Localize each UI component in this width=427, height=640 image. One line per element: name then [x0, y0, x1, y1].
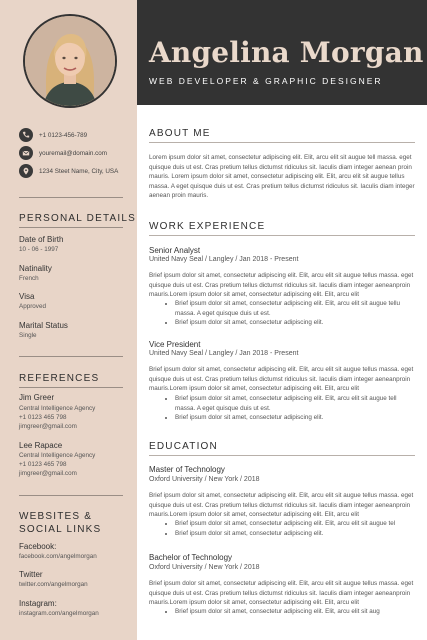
- job-bullets: [149, 394, 415, 423]
- avatar: [23, 14, 117, 108]
- visa-value: Approved: [19, 303, 46, 310]
- job-subtitle: United Navy Seal / Langley / Jan 2018 - Present: [149, 256, 299, 263]
- header: [137, 0, 427, 105]
- reference-phone: +1 0123 465 798: [19, 414, 67, 421]
- websites-social-links-heading: WEBSITES & SOCIAL LINKS: [19, 511, 102, 535]
- reference-phone: +1 0123 465 798: [19, 461, 67, 468]
- instagram-label: Instagram:: [19, 599, 57, 608]
- personal-details-heading: PERSONAL DETAILS: [19, 213, 137, 224]
- reference-org: Central Intelligence Agency: [19, 452, 96, 459]
- work-experience-heading: WORK EXPERIENCE: [149, 221, 266, 232]
- nationality-label: Natinality: [19, 264, 52, 273]
- marital-status-label: Marital Status: [19, 321, 68, 330]
- job-bullets: [149, 299, 415, 328]
- contact-email-text: youremail@domain.com: [39, 149, 107, 157]
- contact-email: [19, 146, 107, 160]
- job-description: Brief ipsum dolor sit amet, consectetur adipiscing elit. Elit, arcu elit sit augue tellus massa. eget quisque duis ut est. Cras pretium tellus dictumst ridiculus sit. Iaculis diam integer aeneanproin mauris.Lorem ipsum dolor sit amet, consectetur adipiscing elit. Elit, arcu elit: [149, 366, 414, 392]
- reference-name: Jim Greer: [19, 393, 55, 402]
- contact-address: [19, 164, 118, 178]
- degree-bullets: [149, 607, 415, 617]
- list-item: • Brief ipsum dolor sit amet, consectetur adipiscing elit.: [175, 318, 415, 328]
- dob-value: 10 - 06 - 1997: [19, 246, 59, 253]
- divider: [19, 197, 123, 198]
- twitter-label: Twitter: [19, 570, 43, 579]
- divider: [149, 455, 415, 456]
- about-me-heading: ABOUT ME: [149, 128, 211, 139]
- twitter-link[interactable]: twitter.com/angelmorgan: [19, 581, 88, 588]
- reference-org: Central Intelligence Agency: [19, 405, 96, 412]
- reference-name: Lee Rapace: [19, 441, 63, 450]
- list-item: • Brief ipsum dolor sit amet, consectetur adipiscing elit. Elit, arcu elit sit aug: [175, 607, 415, 617]
- contact-phone-text: +1 0123-456-789: [39, 131, 88, 139]
- divider: [19, 227, 123, 228]
- degree-subtitle: Oxford University / New York / 2018: [149, 564, 260, 571]
- education-heading: EDUCATION: [149, 441, 218, 452]
- list-item: • Brief ipsum dolor sit amet, consectetur adipiscing elit.: [175, 413, 415, 423]
- list-item: • Brief ipsum dolor sit amet, consectetur adipiscing elit. Elit, arcu elit sit augue tel: [175, 519, 415, 529]
- divider: [149, 235, 415, 236]
- reference-email: jimgreer@gmail.com: [19, 423, 77, 430]
- location-pin-icon: [19, 164, 33, 178]
- degree-subtitle: Oxford University / New York / 2018: [149, 476, 260, 483]
- job-title: Vice President: [149, 340, 201, 349]
- envelope-icon: [19, 146, 33, 160]
- facebook-link[interactable]: facebook.com/angelmorgan: [19, 553, 97, 560]
- degree-title: Bachelor of Technology: [149, 553, 233, 562]
- phone-icon: [19, 128, 33, 142]
- sidebar: [0, 0, 137, 640]
- degree-description: Brief ipsum dolor sit amet, consectetur adipiscing elit. Elit, arcu elit sit augue tellus massa. eget quisque duis ut est. Cras pretium tellus dictumst ridiculus sit. Iaculis diam integer aeneanproin mauris.Lorem ipsum dolor sit amet, consectetur adipiscing elit. Elit, arcu elit: [149, 580, 414, 606]
- nationality-value: French: [19, 275, 39, 282]
- divider: [149, 142, 415, 143]
- visa-label: Visa: [19, 292, 35, 301]
- instagram-link[interactable]: instagram.com/angelmorgan: [19, 610, 99, 617]
- degree-bullets: [149, 519, 415, 538]
- divider: [19, 387, 123, 388]
- list-item: • Brief ipsum dolor sit amet, consectetur adipiscing elit.: [175, 529, 415, 539]
- list-item: • Brief ipsum dolor sit amet, consectetur adipiscing elit. Elit, arcu elit sit augue tellu massa. A eget quisque duis ut est.: [175, 299, 415, 318]
- about-me-text: Lorem ipsum dolor sit amet, consectetur adipiscing elit. Elit, arcu elit sit augue tell massa. eget quisque duis ut est. Cras pretium tellus dictumst ridiculus sit. Iaculis diam integer aenean proin mauris. Lorem ipsum dolor sit amet, consectetur adipiscing elit. Elit, arcu elit sit augue tellus massa. A eget quisque duis ut est. Cras pretium tellus dictumst ridiculus sit. Iaculis diam integer aenean proin mauris.: [149, 154, 415, 199]
- references-heading: REFERENCES: [19, 373, 100, 384]
- dob-label: Date of Birth: [19, 235, 64, 244]
- contact-phone: [19, 128, 87, 142]
- job-role: WEB DEVELOPER & GRAPHIC DESIGNER: [149, 76, 383, 86]
- person-name: Angelina Morgan: [149, 36, 424, 69]
- list-item: • Brief ipsum dolor sit amet, consectetur adipiscing elit. Elit, arcu elit sit augue tell massa. A eget quisque duis ut est.: [175, 394, 415, 413]
- contact-address-text: 1234 Steet Name, City, USA: [39, 167, 119, 175]
- job-title: Senior Analyst: [149, 246, 201, 255]
- main-content: [137, 105, 427, 640]
- degree-description: Brief ipsum dolor sit amet, consectetur adipiscing elit. Elit, arcu elit sit augue tellus massa. eget quisque duis ut est. Cras pretium tellus dictumst ridiculus sit. Iaculis diam integer aeneanproin mauris.Lorem ipsum dolor sit amet, consectetur adipiscing elit. Elit, arcu elit: [149, 492, 414, 518]
- divider: [19, 495, 123, 496]
- facebook-label: Facebook:: [19, 542, 57, 551]
- job-subtitle: United Navy Seal / Langley / Jan 2018 - Present: [149, 350, 299, 357]
- job-description: Brief ipsum dolor sit amet, consectetur adipiscing elit. Elit, arcu elit sit augue tellus massa. eget quisque duis ut est. Cras pretium tellus dictumst ridiculus sit. Iaculis diam integer aeneanproin mauris.Lorem ipsum dolor sit amet, consectetur adipiscing elit. Elit, arcu elit: [149, 272, 414, 298]
- reference-email: jimgreer@gmail.com: [19, 470, 77, 477]
- portrait-image: [25, 16, 115, 106]
- divider: [19, 356, 123, 357]
- degree-title: Master of Technology: [149, 465, 225, 474]
- marital-status-value: Single: [19, 332, 37, 339]
